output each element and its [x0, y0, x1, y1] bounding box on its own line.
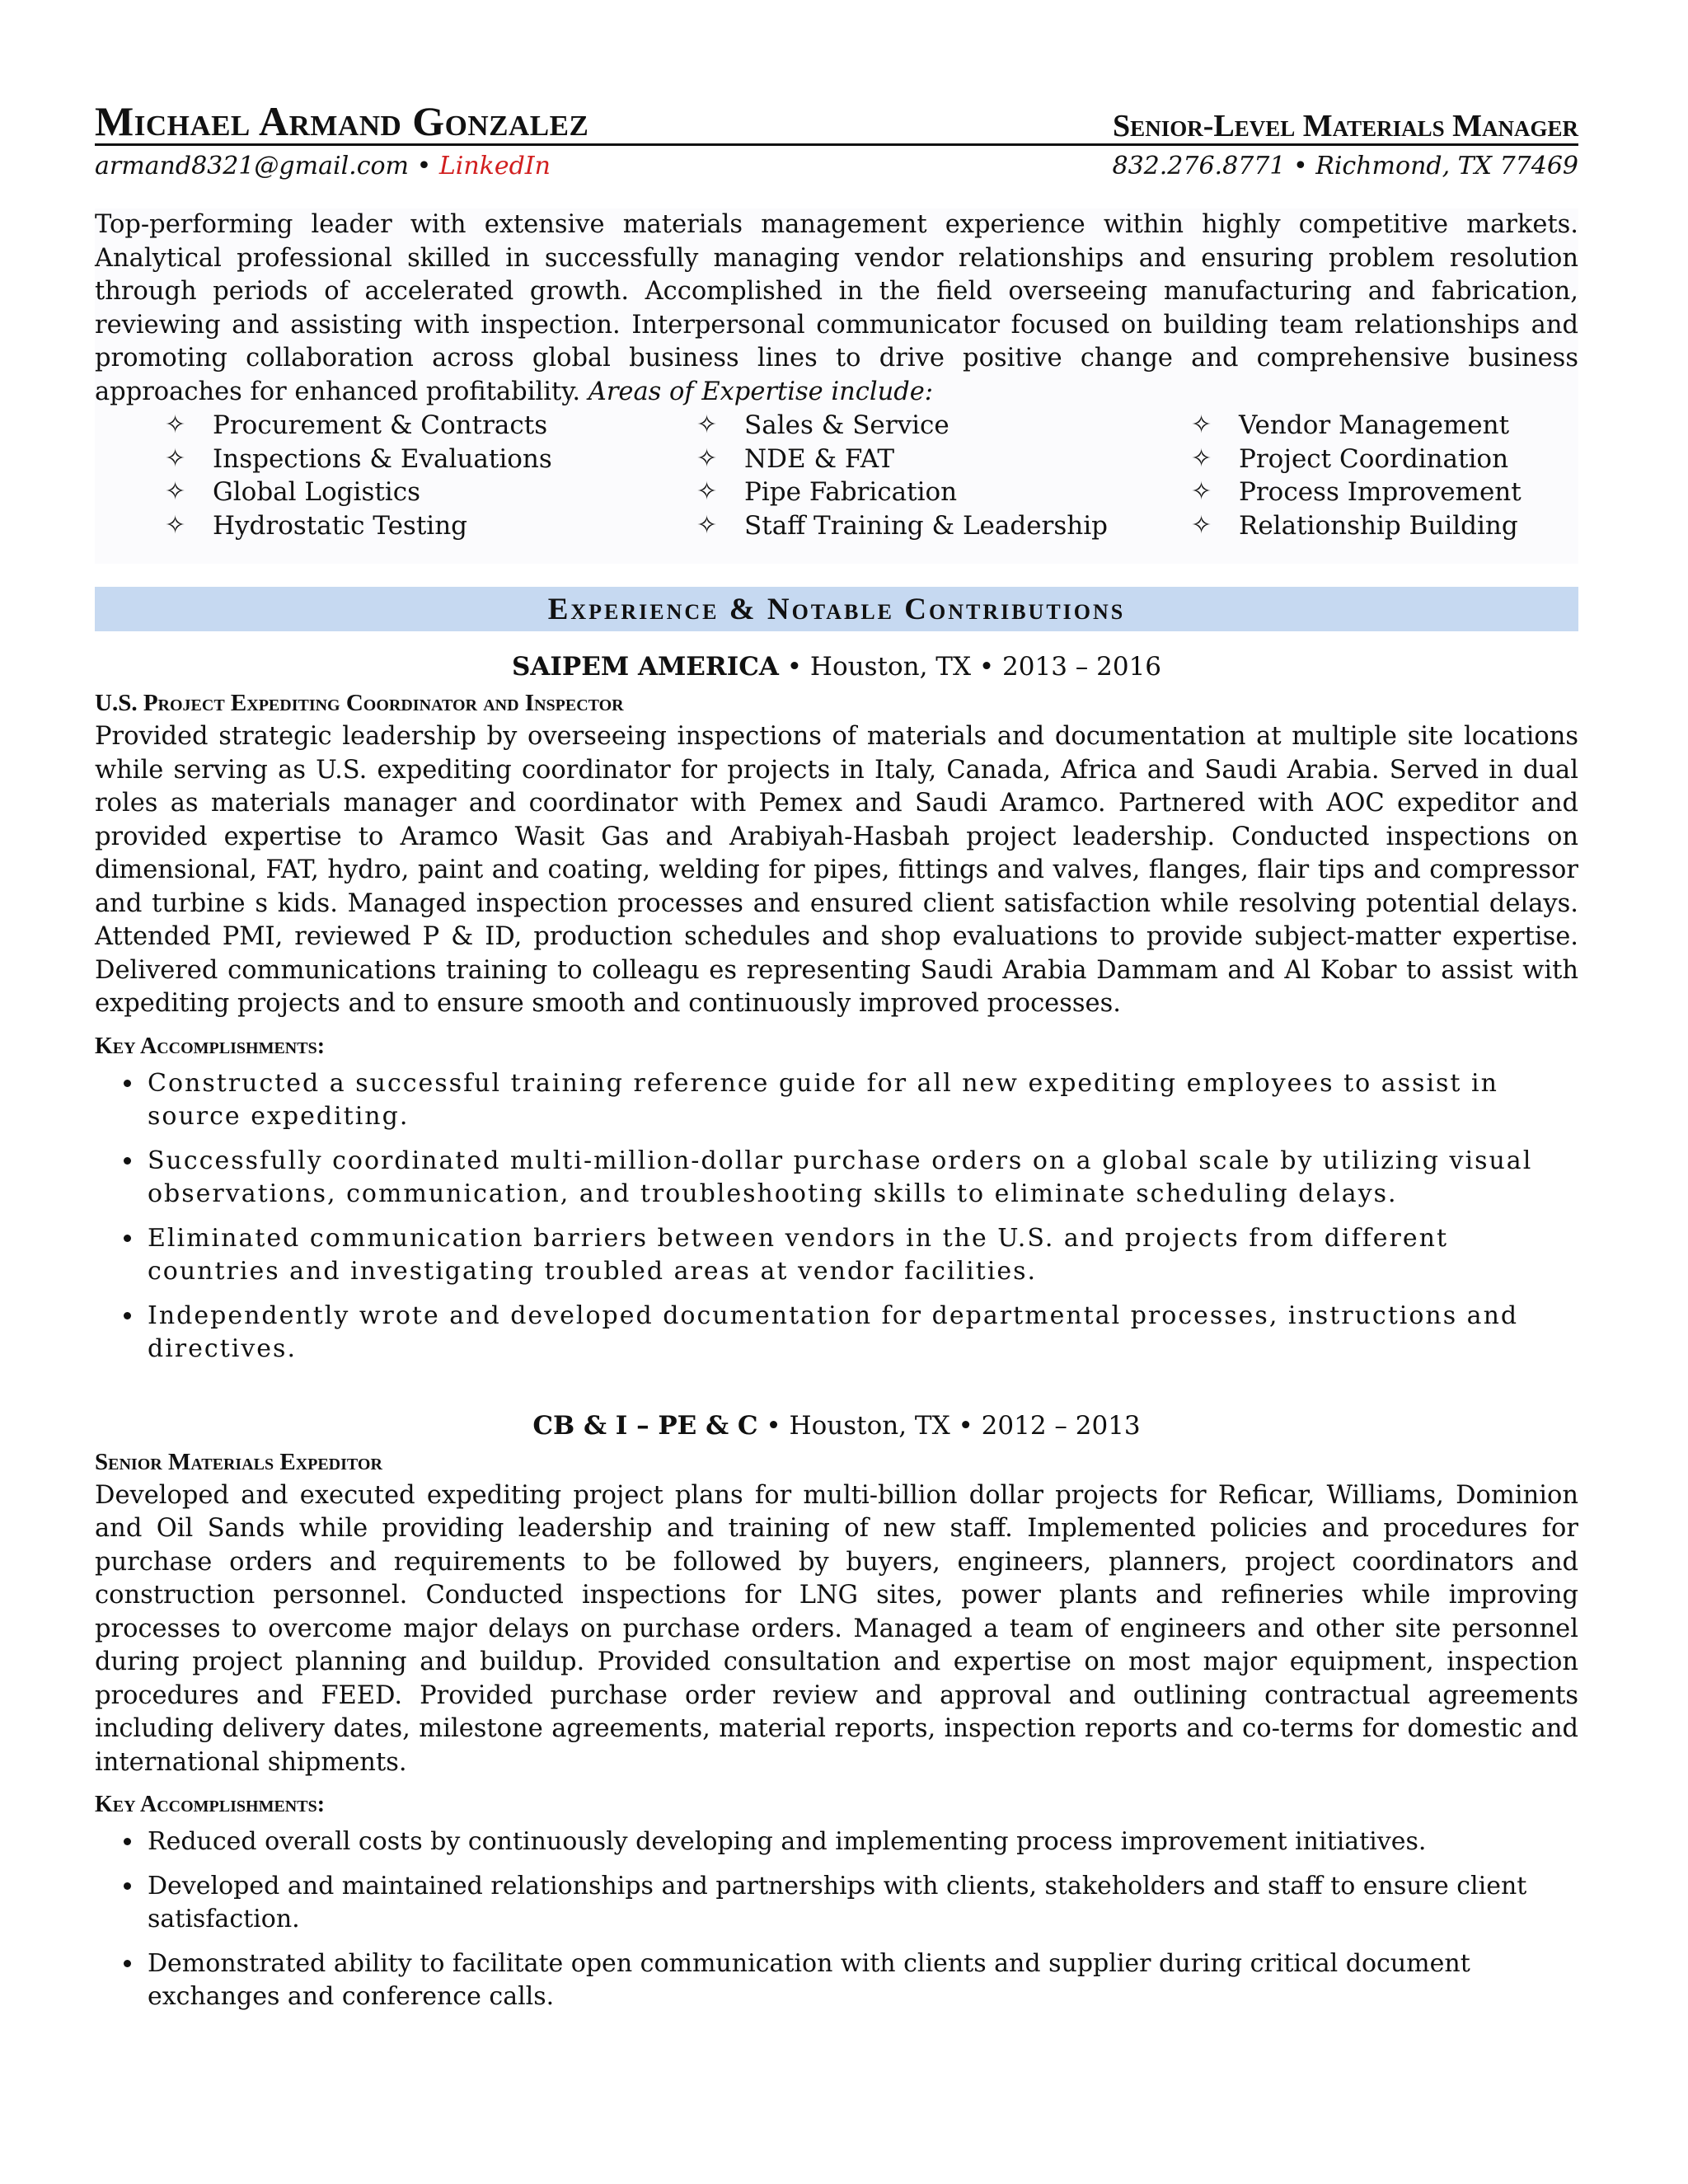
job-description: Provided strategic leadership by overseeing inspections of materials and documentation at multiple site locations while serving as U.S. expediting coordinator for projects in Italy, Canada, Africa and Saudi Arabia. Served in dual roles as materials manager and coordinator with Pemex and Saudi Aramco. Partnered with AOC expeditor and provided expertise to Aramco Wasit Gas and Arabiyah-Hasbah project leadership. Conducted inspections on dimensional, FAT, hydro, paint and coating, welding for pipes, fittings and valves, flanges, flair tips and compressor and turbine s kids. Managed inspection processes and ensured client satisfaction while resolving potential delays. Attended PMI, reviewed P & ID, production schedules and shop evaluations to provide subject-matter expertise. Delivered communications training to colleagu es representing Saudi Arabia Dammam and Al Kobar to assist with expediting projects and to ensure smooth and continuously improved processes. — [95, 722, 1578, 1018]
candidate-title: Senior-Level Materials Manager — [1113, 109, 1578, 143]
star-icon: ✧ — [696, 443, 718, 473]
expertise-item — [696, 509, 1191, 543]
linkedin-link[interactable]: LinkedIn — [438, 151, 551, 180]
section-header-bar — [95, 587, 1578, 631]
summary-text: Top-performing leader with extensive materials management experience within highly competitive markets. Analytical professional skilled in successfully managing vendor relationships and ensuring problem resolution through periods of accelerated growth. Accomplished in the field overseeing manufacturing and fabrication, reviewing and assisting with inspection. Interpersonal communicator focused on building team relationships and promoting collaboration across global business lines to drive positive change and comprehensive business approaches for enhanced profitability. — [95, 210, 1578, 406]
contact-row — [95, 148, 1578, 184]
company-line — [95, 1407, 1578, 1445]
summary-paragraph — [95, 209, 1578, 409]
areas-label: Areas of Expertise include: — [588, 377, 934, 406]
job-entry — [95, 648, 1578, 1366]
expertise-label: Vendor Management — [1239, 410, 1510, 440]
summary-section — [95, 209, 1578, 564]
star-icon: ✧ — [1191, 510, 1212, 540]
expertise-item — [165, 409, 696, 443]
star-icon: ✧ — [1191, 443, 1212, 473]
accomplishment-item: • Successfully coordinated multi-million-dollar purchase orders on a global scale by utilizing visual observations, communication, and troubleshooting skills to eliminate scheduling delays. — [144, 1145, 1578, 1211]
expertise-label: Process Improvement — [1239, 477, 1522, 507]
star-icon: ✧ — [165, 477, 186, 506]
star-icon: ✧ — [165, 410, 186, 439]
expertise-label: Staff Training & Leadership — [744, 510, 1108, 541]
separator-bullet-2: • — [1293, 151, 1308, 180]
star-icon: ✧ — [1191, 410, 1212, 439]
expertise-list — [95, 409, 1578, 564]
job-role: Senior Materials Expeditor — [95, 1448, 382, 1475]
expertise-label: Sales & Service — [744, 410, 950, 440]
expertise-item — [696, 443, 1191, 476]
expertise-item — [165, 509, 696, 543]
company-line — [95, 648, 1578, 686]
accomplishments-list — [95, 1825, 1578, 2013]
separator-bullet: • — [416, 151, 432, 180]
star-icon: ✧ — [1191, 477, 1212, 506]
expertise-label: Project Coordination — [1239, 443, 1509, 474]
expertise-label: Global Logistics — [213, 477, 420, 507]
resume-page — [95, 91, 1578, 2025]
expertise-item — [1191, 443, 1620, 476]
expertise-item — [1191, 476, 1620, 509]
accomplishment-item: • Constructed a successful training reference guide for all new expediting employees to assist in source expediting. — [144, 1067, 1578, 1133]
expertise-item — [1191, 409, 1620, 443]
accomplishment-item: • Eliminated communication barriers between vendors in the U.S. and projects from different countries and investigating troubled areas at vendor facilities. — [144, 1222, 1578, 1288]
accomplishment-item: • Reduced overall costs by continuously developing and implementing process improvement initiatives. — [144, 1825, 1578, 1858]
job-entry — [95, 1407, 1578, 2014]
contact-right — [1113, 152, 1579, 180]
expertise-item — [165, 476, 696, 509]
phone-number: 832.276.8771 — [1112, 151, 1286, 180]
expertise-label: Inspections & Evaluations — [213, 443, 552, 474]
job-description: Developed and executed expediting project plans for multi-billion dollar projects for Reficar, Williams, Dominion and Oil Sands while providing leadership and training of new staff. Implemented policies and procedures for purchase orders and requirements to be followed by buyers, engineers, planners, project coordinators and construction personnel. Conducted inspections for LNG sites, power plants and refineries while improving processes to overcome major delays on purchase orders. Managed a team of engineers and other site personnel during project planning and buildup. Provided consultation and expertise on most major equipment, inspection procedures and FEED. Provided purchase order review and approval and outlining contractual agreements including delivery dates, milestone agreements, material reports, inspection reports and co-terms for domestic and international shipments. — [95, 1480, 1578, 1777]
star-icon: ✧ — [696, 477, 718, 506]
accomplishment-item: • Independently wrote and developed documentation for departmental processes, instructions and directives. — [144, 1300, 1578, 1366]
company-details: • Houston, TX • 2012 – 2013 — [766, 1410, 1141, 1441]
expertise-label: NDE & FAT — [744, 443, 895, 474]
expertise-item — [165, 443, 696, 476]
expertise-label: Hydrostatic Testing — [213, 510, 468, 541]
section-title: Experience & Notable Contributions — [547, 592, 1126, 626]
expertise-item — [696, 409, 1191, 443]
accomplishment-item: • Demonstrated ability to facilitate open communication with clients and supplier during critical document exchanges and conference calls. — [144, 1947, 1578, 2013]
star-icon: ✧ — [696, 510, 718, 540]
accomplishment-item: • Developed and maintained relationships and partnerships with clients, stakeholders and staff to ensure client satisfaction. — [144, 1870, 1578, 1936]
accomplishments-label: Key Accomplishments: — [95, 1792, 326, 1817]
expertise-item — [1191, 509, 1620, 543]
location: Richmond, TX 77469 — [1315, 151, 1578, 180]
candidate-name: Michael Armand Gonzalez — [95, 98, 589, 144]
company-details: • Houston, TX • 2013 – 2016 — [786, 652, 1162, 682]
resume-header — [95, 91, 1578, 146]
star-icon: ✧ — [165, 510, 186, 540]
expertise-item — [696, 476, 1191, 509]
company-name: SAIPEM AMERICA — [511, 652, 779, 682]
contact-left — [95, 152, 551, 180]
job-role: U.S. Project Expediting Coordinator and Inspector — [95, 690, 624, 716]
expertise-label: Relationship Building — [1239, 510, 1518, 541]
expertise-label: Procurement & Contracts — [213, 410, 548, 440]
accomplishments-label: Key Accomplishments: — [95, 1033, 326, 1059]
company-name: CB & I – PE & C — [532, 1410, 758, 1441]
star-icon: ✧ — [165, 443, 186, 473]
star-icon: ✧ — [696, 410, 718, 439]
accomplishments-list — [95, 1067, 1578, 1366]
expertise-label: Pipe Fabrication — [744, 477, 958, 507]
email-link[interactable]: armand8321@gmail.com — [95, 151, 410, 180]
